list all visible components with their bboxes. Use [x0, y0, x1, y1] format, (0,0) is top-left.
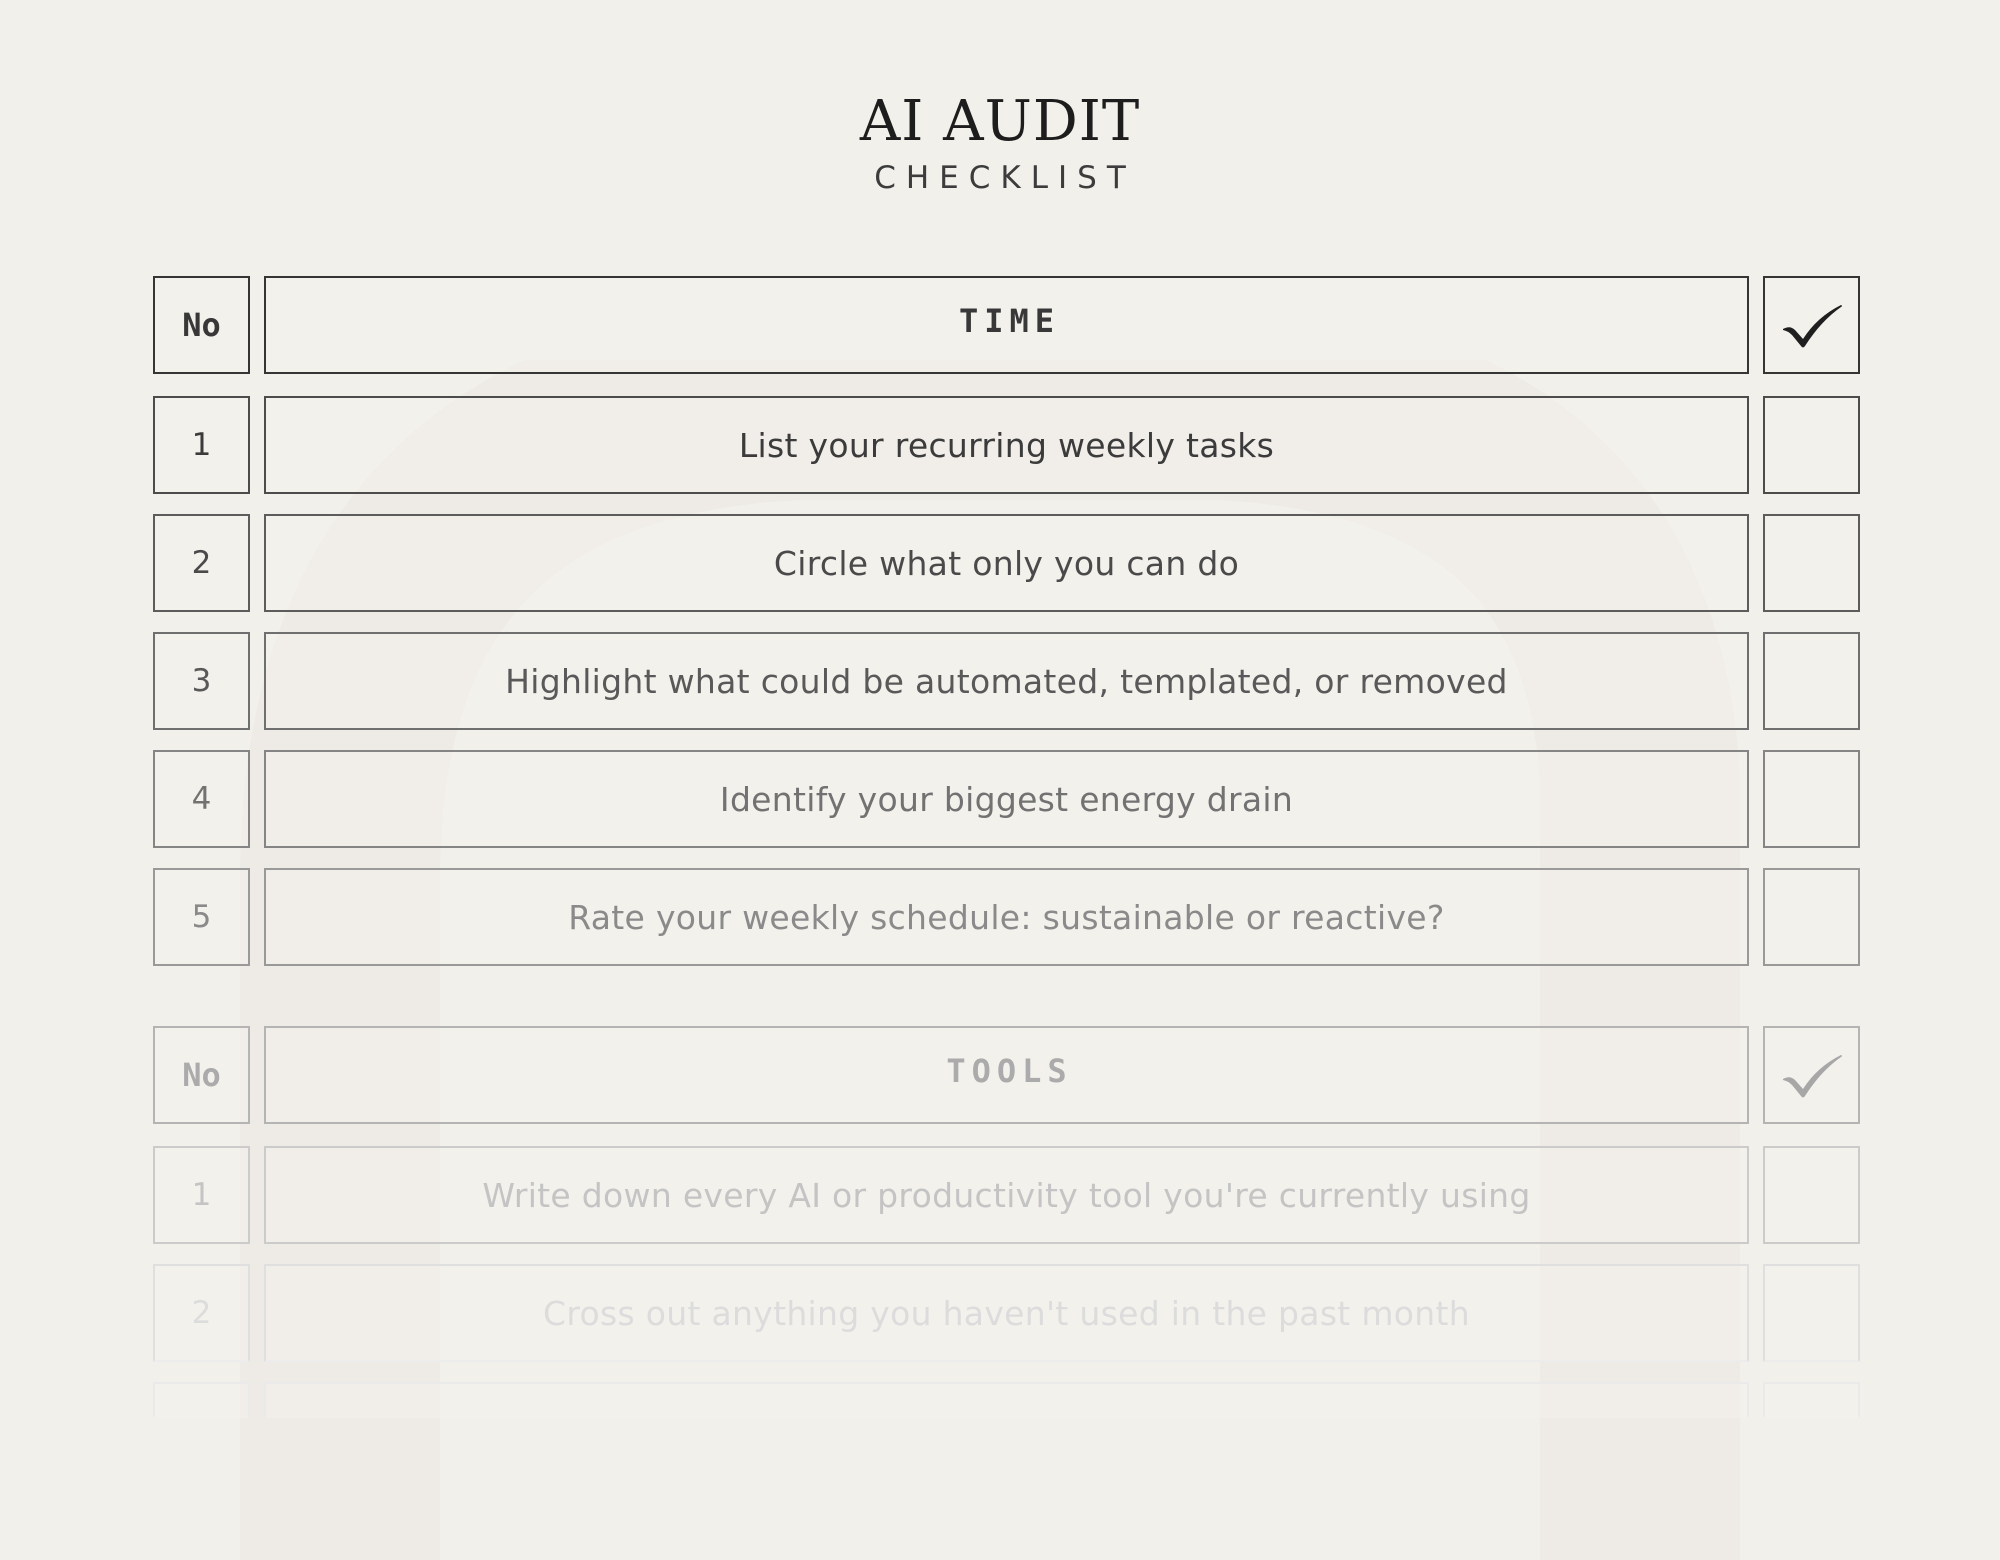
item-checkbox[interactable]: [1763, 632, 1860, 730]
checklist-row: [153, 396, 1860, 494]
item-text: Write down every AI or productivity tool you're currently using: [264, 1146, 1749, 1244]
checklist-row: [153, 750, 1860, 848]
item-text-faded: [264, 1382, 1749, 1418]
checklist-row: [153, 632, 1860, 730]
checklist-row-faded: [153, 1382, 1860, 1418]
checklist-row: [153, 1146, 1860, 1244]
checklist-time-section: [153, 276, 1860, 986]
item-number: 5: [153, 868, 250, 966]
item-text: Highlight what could be automated, templated, or removed: [264, 632, 1749, 730]
item-checkbox[interactable]: [1763, 750, 1860, 848]
header-no-cell: No: [153, 1026, 250, 1124]
item-text: List your recurring weekly tasks: [264, 396, 1749, 494]
section-header-row: [153, 1026, 1860, 1124]
item-number-faded: [153, 1382, 250, 1418]
section-title: TOOLS: [264, 1026, 1749, 1124]
item-checkbox-faded: [1763, 1382, 1860, 1418]
item-text: Cross out anything you haven't used in the past month: [264, 1264, 1749, 1362]
item-checkbox[interactable]: [1763, 514, 1860, 612]
page-title: AI AUDIT: [859, 89, 1141, 154]
item-checkbox[interactable]: [1763, 1146, 1860, 1244]
item-number: 4: [153, 750, 250, 848]
checklist-row: [153, 868, 1860, 966]
item-checkbox[interactable]: [1763, 868, 1860, 966]
item-text: Circle what only you can do: [264, 514, 1749, 612]
title-block: [0, 89, 2000, 196]
item-number: 2: [153, 514, 250, 612]
item-number: 1: [153, 1146, 250, 1244]
item-number: 1: [153, 396, 250, 494]
item-text: Rate your weekly schedule: sustainable or reactive?: [264, 868, 1749, 966]
section-title: TIME: [264, 276, 1749, 374]
item-checkbox[interactable]: [1763, 396, 1860, 494]
checklist-row: [153, 1264, 1860, 1362]
item-number: 3: [153, 632, 250, 730]
section-header-row: [153, 276, 1860, 374]
item-checkbox[interactable]: [1763, 1264, 1860, 1362]
page-subtitle: CHECKLIST: [874, 160, 1136, 196]
item-text: Identify your biggest energy drain: [264, 750, 1749, 848]
item-number: 2: [153, 1264, 250, 1362]
checkmark-icon: [1763, 276, 1860, 374]
header-no-cell: No: [153, 276, 250, 374]
checklist-tools-section: [153, 1026, 1860, 1438]
checklist-row: [153, 514, 1860, 612]
checkmark-icon: [1763, 1026, 1860, 1124]
